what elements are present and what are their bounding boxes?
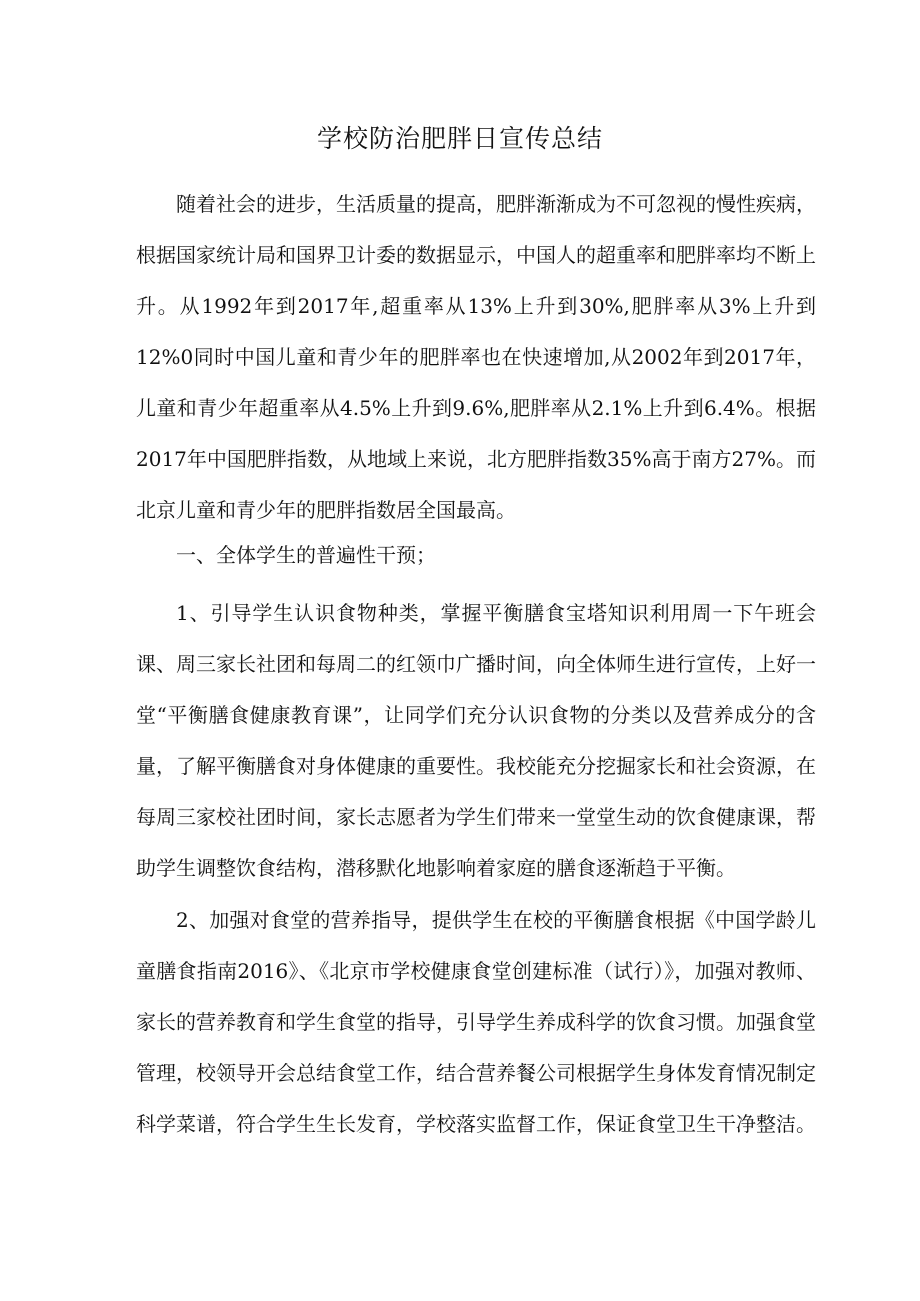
document-title: 学校防治肥胖日宣传总结 bbox=[316, 124, 603, 153]
section-heading-1: 一、全体学生的普遍性干预； bbox=[176, 543, 436, 567]
paragraph-item-1: 1、引导学生认识食物种类，掌握平衡膳食宝塔知识利用周一下午班会课、周三家长社团和每周二的红领巾广播时间，向全体师生进行宣传，上好一堂“平衡膳食健康教育课”，让同学们充分认识食物的分类以及营养成分的含量，了解平衡膳食对身体健康的重要性。我校能充分挖掘家长和社会资源，在每周三家校社团时间，家长志愿者为学生们带来一堂堂生动的饮食健康课，帮助学生调整饮食结构，潜移默化地影响着家庭的膳食逐渐趋于平衡。 bbox=[136, 601, 816, 880]
paragraph-item-2: 2、加强对食堂的营养指导，提供学生在校的平衡膳食根据《中国学龄儿童膳食指南2016》、《北京市学校健康食堂创建标准（试行）》，加强对教师、家长的营养教育和学生食堂的指导，引导学生养成科学的饮食习惯。加强食堂管理，校领导开会总结食堂工作，结合营养餐公司根据学生身体发育情况制定科学菜谱，符合学生生长发育，学校落实监督工作，保证食堂卫生干净整洁。 bbox=[136, 908, 816, 1136]
paragraph-intro: 随着社会的进步，生活质量的提高，肥胖渐渐成为不可忽视的慢性疾病，根据国家统计局和国界卫计委的数据显示，中国人的超重率和肥胖率均不断上升。从1992年到2017年,超重率从13%上升到30%,肥胖率从3%上升到12%0同时中国儿童和青少年的肥胖率也在快速增加,从2002年到2017年，儿童和青少年超重率从4.5%上升到9.6%,肥胖率从2.1%上升到6.4%。根据2017年中国肥胖指数，从地域上来说，北方肥胖指数35%高于南方27%。而北京儿童和青少年的肥胖指数居全国最高。 bbox=[136, 192, 816, 522]
